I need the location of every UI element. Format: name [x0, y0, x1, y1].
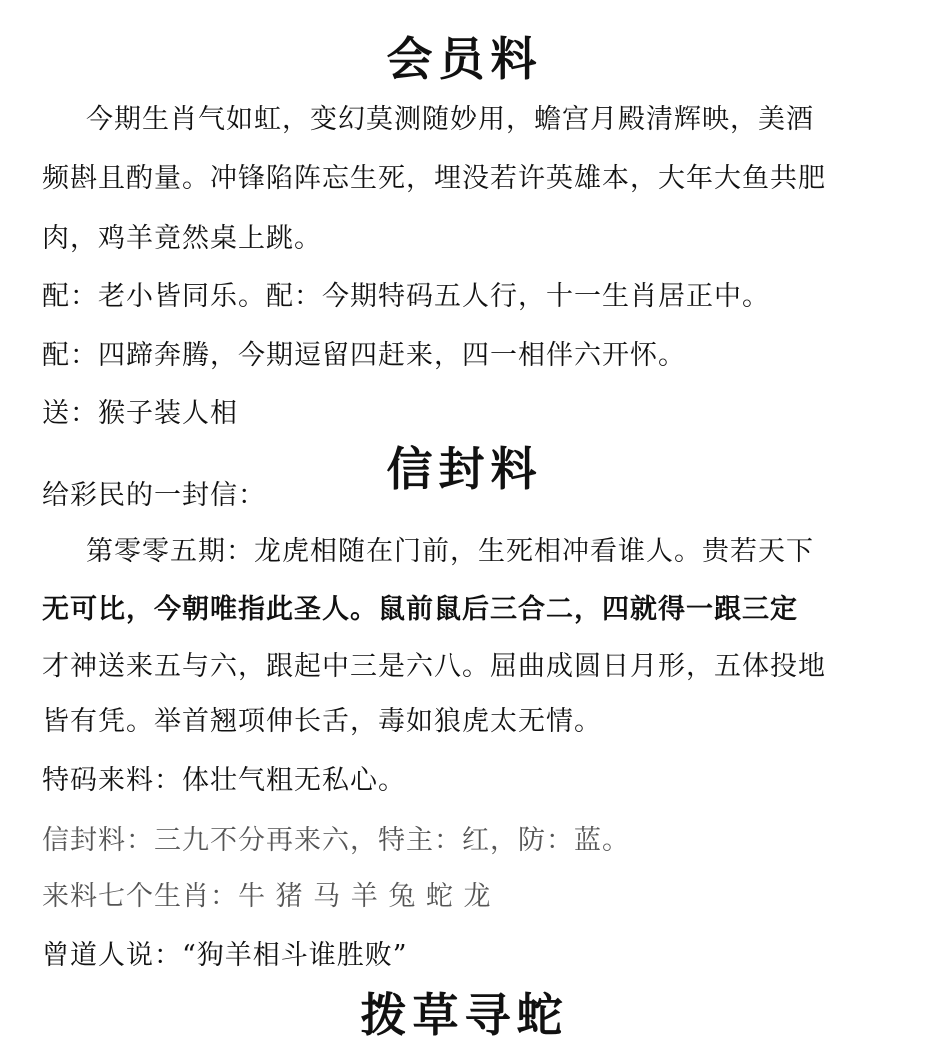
quote-line: 曾道人说：“狗羊相斗谁胜败”	[42, 940, 408, 971]
letter-line-4: 皆有凭。举首翘项伸长舌，毒如狼虎太无情。	[42, 706, 602, 737]
letter-line-2: 无可比，今朝唯指此圣人。鼠前鼠后三合二，四就得一跟三定	[42, 594, 798, 625]
hint-line-1: 配：老小皆同乐。配：今期特码五人行，十一生肖居正中。	[42, 281, 770, 312]
poem-line-1: 今期生肖气如虹，变幻莫测随妙用，蟾宫月殿清辉映，美酒	[86, 104, 814, 135]
poem-line-2: 频斟且酌量。冲锋陷阵忘生死，埋没若许英雄本，大年大鱼共肥	[42, 163, 826, 194]
gift-line: 送：猴子装人相	[42, 398, 238, 429]
hint-line-2: 配：四蹄奔腾，今期逗留四赶来，四一相伴六开怀。	[42, 340, 686, 371]
section-title-envelope: 信封料	[386, 442, 543, 496]
poem-line-3: 肉，鸡羊竟然桌上跳。	[42, 223, 322, 254]
special-code-line: 特码来料：体壮气粗无私心。	[42, 765, 406, 796]
letter-line-3: 才神送来五与六，跟起中三是六八。屈曲成圆日月形，五体投地	[42, 651, 826, 682]
envelope-hint-line: 信封料：三九不分再来六，特主：红，防：蓝。	[42, 825, 630, 856]
section-title-snake: 拨草寻蛇	[360, 988, 569, 1042]
section-title-members: 会员料	[386, 32, 543, 86]
letter-salutation: 给彩民的一封信：	[42, 480, 266, 511]
zodiac-list-line: 来料七个生肖：牛 猪 马 羊 兔 蛇 龙	[42, 881, 492, 912]
letter-line-1: 第零零五期：龙虎相随在门前，生死相冲看谁人。贵若天下	[86, 536, 814, 567]
